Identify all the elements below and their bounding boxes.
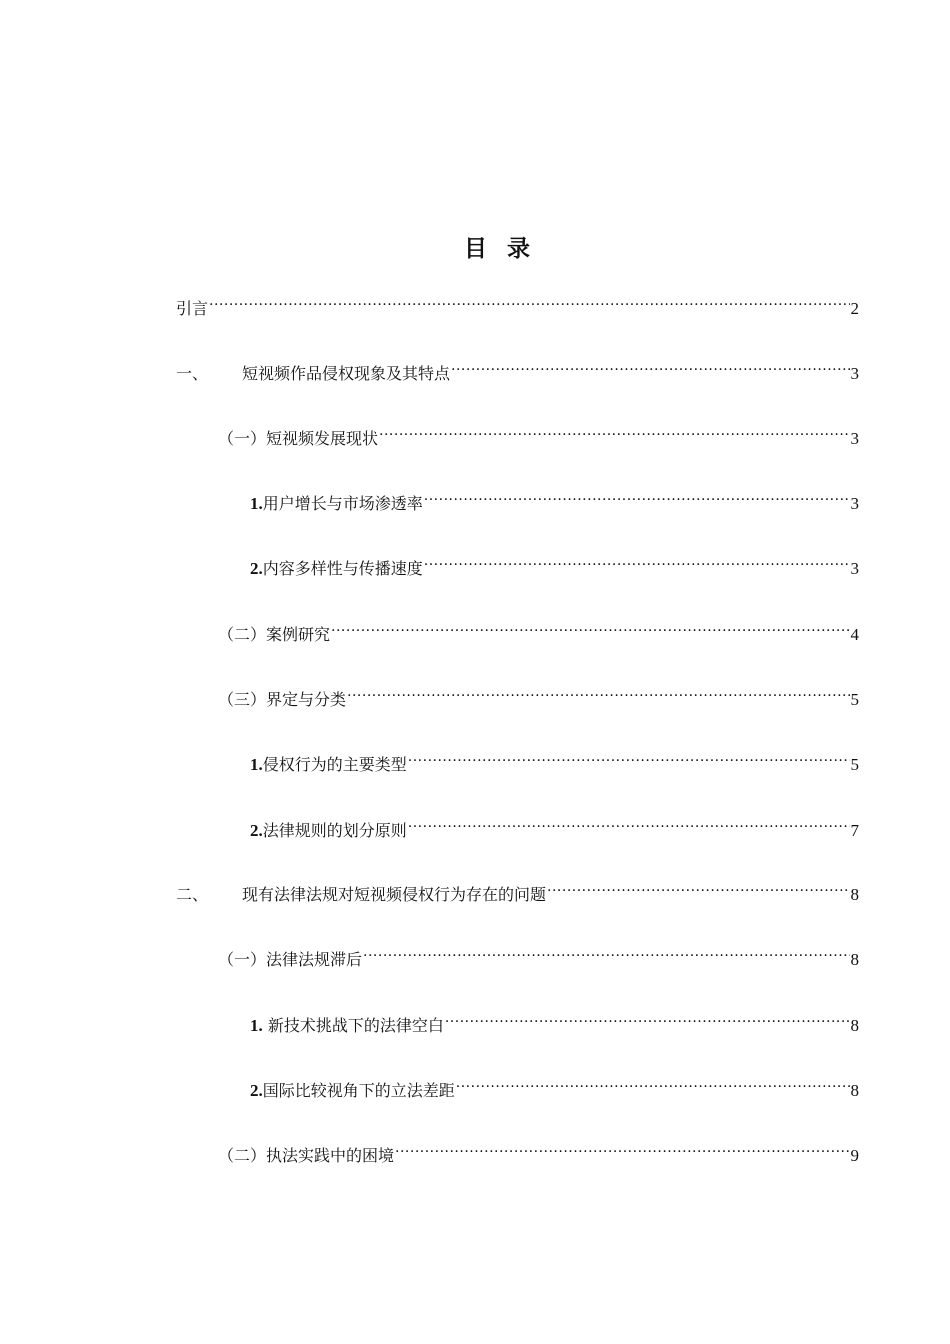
toc-entry[interactable] — [250, 548, 859, 578]
toc-entry-page: 3 — [850, 559, 859, 578]
toc-leader-dots — [408, 744, 850, 770]
toc-entry[interactable] — [250, 810, 859, 840]
toc-entry-page: 5 — [850, 690, 859, 709]
toc-entry-number: 1. — [250, 755, 263, 774]
toc-leader-dots — [379, 418, 849, 444]
toc-leader-dots — [347, 679, 849, 705]
toc-leader-dots — [209, 288, 849, 314]
toc-leader-dots — [547, 874, 849, 900]
toc-entry[interactable] — [218, 614, 859, 644]
toc-entry-page: 8 — [850, 1016, 859, 1035]
toc-entry[interactable] — [218, 1135, 859, 1165]
toc-entry[interactable] — [250, 483, 859, 513]
toc-entry-page: 8 — [850, 1081, 859, 1100]
toc-leader-dots — [424, 483, 850, 509]
toc-entry-number: 二、 — [176, 885, 209, 904]
toc-entry-text: 现有法律法规对短视频侵权行为存在的问题 — [242, 885, 547, 904]
toc-entry-number: 2. — [250, 559, 263, 578]
toc-entry-text: 法律规则的划分原则 — [262, 821, 407, 840]
toc-entry[interactable] — [176, 288, 859, 318]
toc-entry-number: 一、 — [176, 364, 209, 383]
toc-entry-text: （三）界定与分类 — [218, 690, 347, 709]
toc-entry-page: 8 — [850, 950, 859, 969]
toc-entry[interactable] — [176, 353, 859, 383]
toc-leader-dots — [363, 939, 849, 965]
toc-leader-dots — [408, 810, 850, 836]
toc-entry-number: 2. — [250, 1081, 263, 1100]
toc-leader-dots — [331, 614, 849, 640]
toc-entry-page: 2 — [850, 299, 859, 318]
toc-entry-number: 2. — [250, 821, 263, 840]
toc-entry-text: 内容多样性与传播速度 — [262, 559, 423, 578]
toc-entry-text: （一）法律法规滞后 — [218, 950, 363, 969]
toc-entry-page: 3 — [850, 494, 859, 513]
toc-leader-dots — [456, 1070, 850, 1096]
toc-leader-dots — [395, 1135, 849, 1161]
toc-entry[interactable] — [250, 744, 859, 774]
toc-entry-number: 1. — [250, 1016, 263, 1035]
toc-entry-page: 9 — [850, 1146, 859, 1165]
toc-entry-page: 3 — [850, 429, 859, 448]
toc-entry[interactable] — [218, 939, 859, 969]
toc-entry-text: 侵权行为的主要类型 — [262, 755, 407, 774]
toc-entry-page: 3 — [850, 364, 859, 383]
toc-entry-page: 5 — [850, 755, 859, 774]
toc-entry-text: 用户增长与市场渗透率 — [262, 494, 423, 513]
toc-entry-page: 8 — [850, 885, 859, 904]
toc-entry-text: 引言 — [176, 299, 209, 318]
toc-entry-text: 短视频作品侵权现象及其特点 — [242, 364, 451, 383]
toc-entry[interactable] — [176, 874, 859, 904]
toc-entry-page: 4 — [850, 625, 859, 644]
toc-entry[interactable] — [218, 679, 859, 709]
toc-entry-page: 7 — [850, 821, 859, 840]
toc-leader-dots — [451, 353, 849, 379]
toc-entry[interactable] — [250, 1005, 859, 1035]
toc-entry-text: （一）短视频发展现状 — [218, 429, 379, 448]
toc-leader-dots — [445, 1005, 850, 1031]
toc-title: 目 录 — [463, 236, 536, 262]
toc-entry[interactable] — [250, 1070, 859, 1100]
toc-entry-text: 新技术挑战下的法律空白 — [262, 1016, 444, 1035]
toc-entry[interactable] — [218, 418, 859, 448]
toc-entry-text: （二）执法实践中的困境 — [218, 1146, 395, 1165]
toc-leader-dots — [424, 548, 850, 574]
toc-entry-number: 1. — [250, 494, 263, 513]
toc-entry-text: （二）案例研究 — [218, 625, 331, 644]
toc-entry-text: 国际比较视角下的立法差距 — [262, 1081, 455, 1100]
